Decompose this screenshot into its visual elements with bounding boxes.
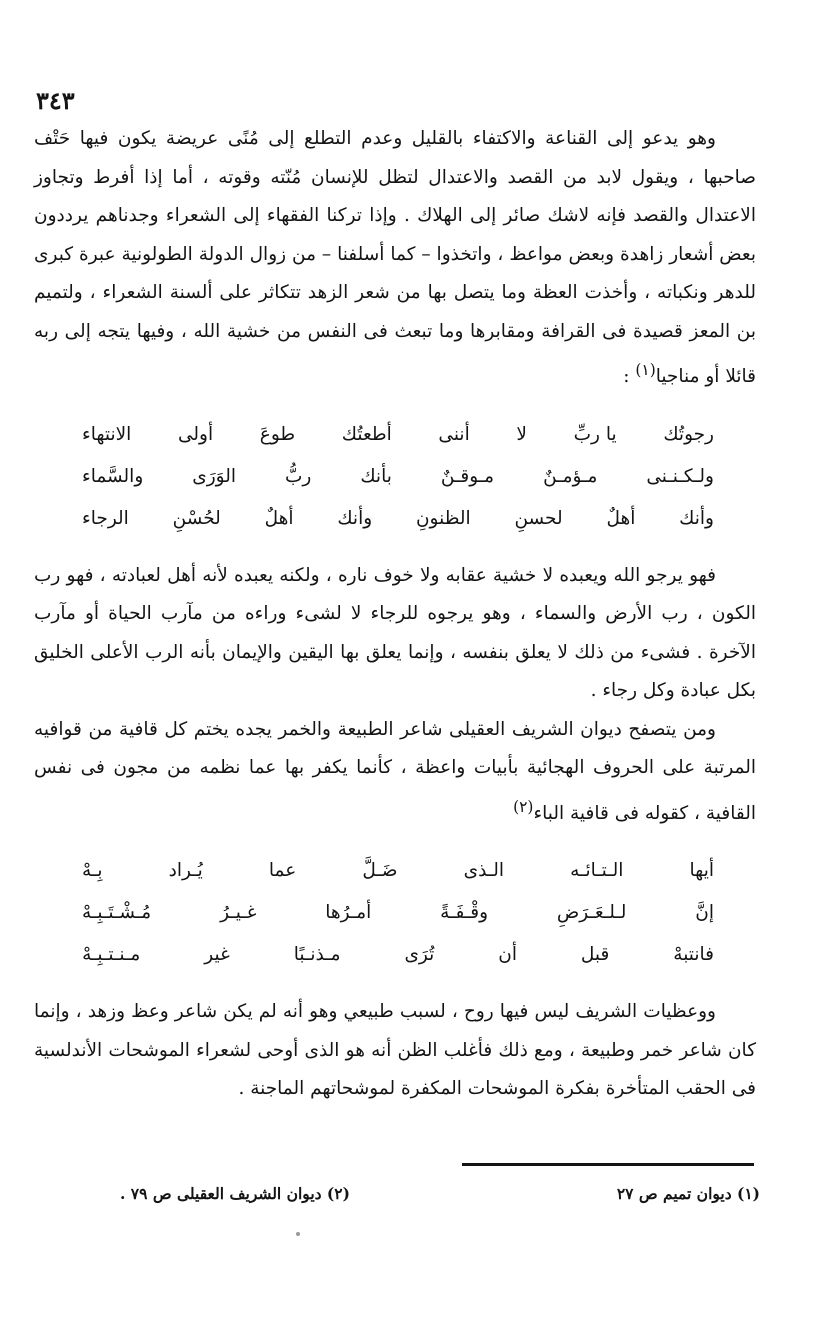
verse-word: رجوتُك	[663, 423, 714, 445]
footnote-2: (٢) ديوان الشريف العقيلى ص ٧٩ .	[120, 1184, 350, 1203]
verse-line	[82, 892, 714, 934]
verse-line	[82, 456, 714, 498]
verse-word: مـنـتـبِـهْ	[82, 944, 141, 966]
verse-word: لا	[516, 423, 527, 445]
verse-word: أولى	[177, 423, 214, 445]
paragraph-3-text: ومن يتصفح ديوان الشريف العقيلى شاعر الطبيعة والخمر يجده يختم كل قافية من قوافيه المرتبة على الحروف الهجائية بأبيات واعظة ، كأنما يكفر بها عما نظمه من مجون فى نفس القافية ، كقوله فى قافية الباء	[34, 718, 756, 824]
verse-word: ربُّ	[284, 465, 312, 487]
verse-word: بِـهْ	[82, 860, 103, 882]
paragraph-4: ووعظيات الشريف ليس فيها روح ، لسبب طبيعي وهو أنه لم يكن شاعر وعظ وزهد ، وإنما كان شاعر خمر وطبيعة ، ومع ذلك فأغلب الظن أنه هو الذى أوحى لشعراء الموشحات الأندلسية فى الحقب المتأخرة بفكرة الموشحات المكفرة لموشحاتهم الماجنة .	[34, 1001, 756, 1100]
verse-word: مـذنـبًا	[293, 944, 341, 966]
verse-word: إنَّ	[695, 902, 714, 924]
paragraph-2: فهو يرجو الله ويعبده لا خشية عقابه ولا خوف ناره ، ولكنه يعبده لأنه أهل لعبادته ، فهو رب الكون ، رب الأرض والسماء ، وهو يرجوه للرجاء لا لشىء وراءه من مآرب الحياة أو مآرب الآخرة . فشىء من ذلك لا يعلق بنفسه ، وإنما يعلق بها اليقين والإيمان بأنه الرب الأعلى الخليق بكل عبادة وكل رجاء .	[34, 564, 756, 702]
verse-word: بأنك	[360, 465, 392, 487]
paragraph-1-text: وهو يدعو إلى القناعة والاكتفاء بالقليل وعدم التطلع إلى مُنًى عريضة يكون فيها حَتْف صاحبها ، ويقول لابد من القصد والاعتدال لتظل للإنسان مُنّته وقوته ، أما إذا أفرط وتجاوز الاعتدال والقصد فإنه لاشك صائر إلى الهلاك . وإذا تركنا الفقهاء إلى الشعراء وجدناهم يرددون بعض أشعار زاهدة وبعض مواعظ ، واتخذوا – كما أسلفنا – من زوال الدولة الطولونية عبرة كبرى للدهر ونكباته ، وأخذت العظة وما يتصل بها من شعر الزهد تتكاثر على ألسنة الشعراء ، ولتميم بن المعز قصيدة فى القرافة ومقابرها وما تبعث فى النفس من خشية الله ، وفيها يتجه إلى ربه قائلا أو مناجيا	[34, 128, 756, 388]
verse-line	[82, 414, 714, 456]
scan-speck	[296, 1232, 300, 1236]
verse-line	[82, 498, 714, 540]
paragraph-3	[34, 711, 756, 834]
verse-word: مـوقـنٌ	[440, 465, 495, 487]
verse-word: أننى	[438, 423, 470, 445]
verse-word: عما	[268, 860, 297, 882]
verse-word: الـذى	[463, 860, 504, 882]
paragraph-1	[34, 120, 756, 397]
verse-word: وأنك	[337, 507, 373, 529]
verse-word: يا ربِّ	[573, 423, 617, 445]
poem-tamim	[34, 414, 756, 540]
verse-word: أمـرُها	[325, 902, 372, 924]
verse-word: والسَّماء	[82, 465, 144, 487]
verse-word: أهلٌ	[606, 507, 636, 529]
body-text	[34, 120, 756, 1109]
verse-word: أطعتُك	[341, 423, 392, 445]
verse-word: غير	[204, 944, 230, 966]
verse-word: الانتهاء	[82, 423, 132, 445]
verse-word: وأنك	[679, 507, 714, 529]
verse-word: أهلٌ	[264, 507, 294, 529]
verse-word: مـؤمـنٌ	[543, 465, 598, 487]
verse-line	[82, 934, 714, 976]
verse-word: الرجاء	[82, 507, 129, 529]
verse-word: قبل	[580, 944, 610, 966]
verse-word: يُـراد	[168, 860, 203, 882]
footnote-ref-2: (٢)	[513, 797, 534, 816]
footnote-ref-1: (١)	[635, 361, 656, 379]
verse-word: لحسنِ	[514, 507, 563, 529]
verse-word: الظنونِ	[415, 507, 471, 529]
verse-word: لحُسْنِ	[172, 507, 221, 529]
verse-word: ولـكـنـنى	[646, 465, 714, 487]
footnotes	[120, 1180, 760, 1208]
verse-word: تُرَى	[404, 944, 435, 966]
verse-word: وقْـفَـةً	[440, 902, 489, 924]
footnote-divider	[462, 1163, 754, 1166]
verse-word: مُـشْـتَـبِـهْ	[82, 902, 152, 924]
paragraph-1-colon: :	[623, 366, 636, 388]
verse-word: طوعَ	[259, 423, 296, 445]
verse-word: الـتـائـه	[570, 860, 624, 882]
verse-word: ضَـلَّ	[362, 860, 398, 882]
poem-sharif	[34, 850, 756, 976]
page-number: ٣٤٣	[36, 86, 75, 115]
verse-word: فانتبهْ	[673, 944, 714, 966]
verse-word: لـلـعَـرَضِ	[556, 902, 627, 924]
verse-word: غـيـرُ	[220, 902, 257, 924]
verse-line	[82, 850, 714, 892]
footnote-1: (١) ديوان تميم ص ٢٧	[616, 1184, 760, 1203]
verse-word: أن	[498, 944, 517, 966]
verse-word: أيها	[689, 860, 714, 882]
verse-word: الوَرَى	[192, 465, 236, 487]
